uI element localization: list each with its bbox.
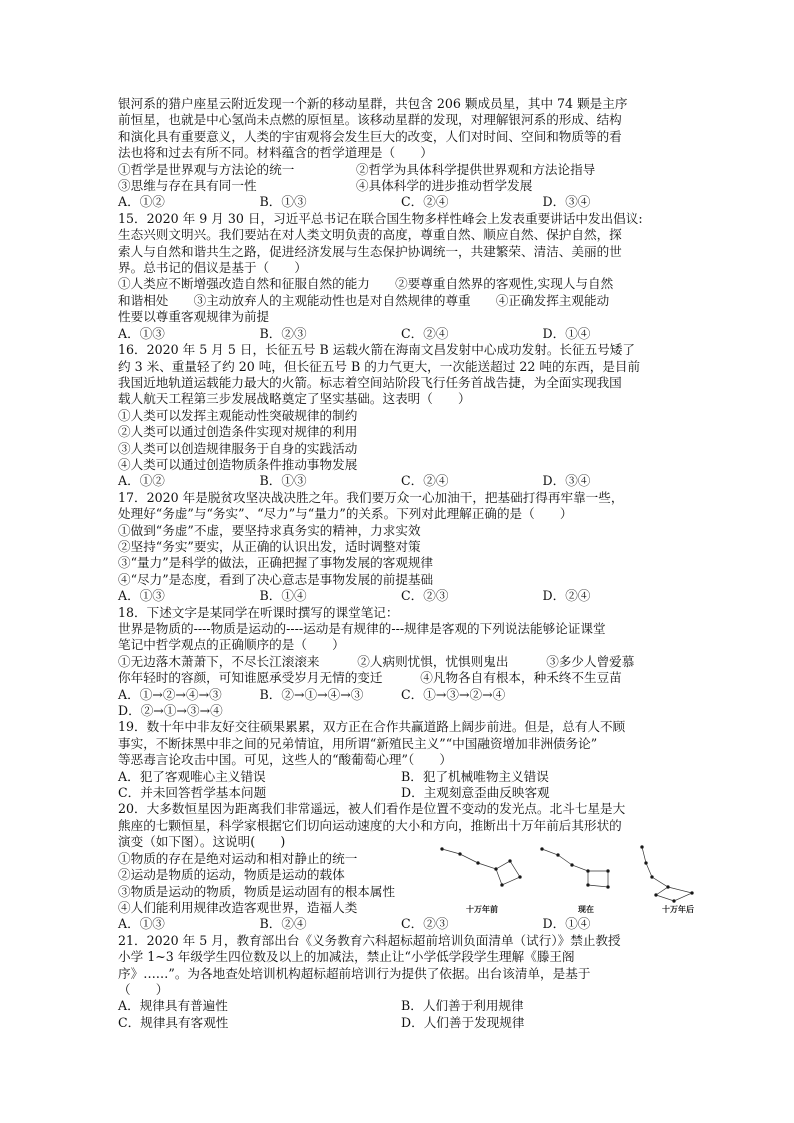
statement-option: ②哲学为具体科学提供世界观和方法论指导 [356,161,596,177]
answer-choice-d[interactable]: D．人们善于发现规律 [401,1014,525,1030]
question-stem-line: 和演化具有重要意义，人类的宇宙观将会发生巨大的改变，人们对时间、空间和物质等的看 [118,128,622,144]
statement-option: ③人类可以创造规律服务于自身的实践活动 [118,440,358,456]
statement-option: ②运动是物质的运动，物质是运动的载体 [118,867,345,883]
answer-choice-a[interactable]: A．①③ [118,588,165,604]
statement-option: ①物质的存在是绝对运动和相对静止的统一 [118,850,358,866]
question-stem-line: 序》……”。为各地查处培训机构超标超前培训行为提供了依据。出台该清单，是基于 [118,965,591,981]
answer-choice-a[interactable]: A．犯了客观唯心主义错误 [118,768,266,784]
answer-choice-d[interactable]: D．①④ [542,325,591,341]
answer-choice-c[interactable]: C．②④ [401,473,449,489]
question-stem-line: 法也将和过去有所不同。材料蕴含的哲学道理是（ ） [118,145,433,161]
question-stem-line: （ ） [118,981,169,997]
question-stem-line: 19．数十年中非友好交往硕果累累，双方正在合作共赢道路上阔步前进。但是，总有人不顾 [118,719,626,735]
question-stem-line: 银河系的猎户座星云附近发现一个新的移动星群，共包含 206 颗成员星，其中 74 颗是主序 [118,96,628,111]
question-stem-line: 世界是物质的----物质是运动的----运动是有规律的---规律是客观的下列说法能够论证课堂 [118,621,606,636]
question-15 [118,211,684,342]
question-stem-line: 15．2020 年 9 月 30 日，习近平总书记在联合国生物多样性峰会上发表重要讲话中发出倡议: [118,210,643,226]
question-20 [118,801,694,932]
answer-choice-b[interactable]: B．②③ [259,325,307,341]
question-stem-line: 事实，不断抹黑中非之间的兄弟情谊，用所谓“新殖民主义”“中国融资增加非洲债务论” [118,735,598,751]
question-16 [118,342,684,490]
dipper-future [641,845,694,902]
question-stem-line: 18．下述文字是某同学在听课时撰写的课堂笔记： [118,604,399,620]
answer-choice-b[interactable]: B．①③ [259,194,307,210]
statement-option: ①无边落木萧萧下，不尽长江滚滚来 ②人病则忧惧，忧惧则鬼出 ③多少人曾爱慕 [118,653,635,669]
answer-choice-b[interactable]: B．①④ [259,588,307,604]
statement-option: ④人们能利用规律改造客观世界，造福人类 [118,899,358,915]
question-stem-line: 载人航天工程第三步发展战略奠定了坚实基础。这表明（ ） [118,391,471,407]
dipper-present [541,847,610,888]
statement-option: ③物质是运动的物质，物质是运动固有的根本属性 [118,883,396,899]
question-stem-line: 17．2020 年是脱贫攻坚决战决胜之年。我们要万众一心加油干，把基础打得再牢靠一些， [118,489,624,505]
statement-option: ①人类可以发挥主观能动性突破规律的制约 [118,407,358,423]
question-stem-line: 笔记中哲学观点的正确顺序的是（ ） [118,637,345,653]
figure-label-present: 现在 [578,903,594,914]
answer-choice-c[interactable]: C．①→③→②→④ [401,686,506,702]
question-stem-line: 21．2020 年 5 月，教育部出台《义务教育六科超标超前培训负面清单（试行）》禁止教授 [118,932,621,948]
question-stem-line: 我国近地轨道运载能力最大的火箭。标志着空间站阶段飞行任务首战告捷，为全面实现我国 [118,374,622,390]
statement-option: ③思维与存在具有同一性 [118,178,257,194]
answer-choice-d[interactable]: D．③④ [542,194,591,210]
statement-option: ②人类可以通过创造条件实现对规律的利用 [118,424,358,440]
statement-option: ④人类可以通过创造物质条件推动事物发展 [118,456,358,472]
question-stem-line: 演变（如下图）。这说明( ) [118,834,286,850]
answer-choice-b[interactable]: B．①③ [259,473,307,489]
statement-option: 性要以尊重客观规律为前提 [118,309,270,325]
figure-label-past: 十万年前 [466,903,498,914]
statement-option: ①做到“务虚”不虚，要坚持求真务实的精神，力求实效 [118,522,421,538]
statement-option: ④“尽力”是态度，看到了决心意志是事物发展的前提基础 [118,571,434,587]
answer-choice-b[interactable]: B．②④ [259,916,307,932]
statement-option: ①哲学是世界观与方法论的统一 [118,161,295,177]
big-dipper-figure [438,851,694,917]
question-stem-line: 生态兴则文明兴。我们要站在对人类文明负责的高度，尊重自然、顺应自然、保护自然，探 [118,227,622,243]
answer-choice-a[interactable]: A．①② [118,473,165,489]
question-19 [118,719,684,801]
question-stem-line: 界。总书记的倡议是基于（ ） [118,260,307,276]
answer-choice-d[interactable]: D．①④ [542,916,591,932]
question-17 [118,490,684,605]
answer-choice-c[interactable]: C．并未回答哲学基本问题 [118,785,267,801]
question-stem-line: 索人与自然和谐共生之路，促进经济发展与生态保护协调统一，共建繁荣、清洁、美丽的世 [118,243,622,259]
exam-page [118,96,694,1031]
question-stem-line: 前恒星，也就是中心氢尚未点燃的原恒星。该移动星群的发现，对理解银河系的形成、结构 [118,112,622,128]
answer-choice-a[interactable]: A．①③ [118,916,165,932]
answer-choice-d[interactable]: D．③④ [542,473,591,489]
answer-choice-c[interactable]: C．②④ [401,325,449,341]
answer-choice-c[interactable]: C．②③ [401,916,449,932]
answer-choice-b[interactable]: B．犯了机械唯物主义错误 [401,768,549,784]
statement-option: ①人类应不断增强改造自然和征服自然的能力 ②要尊重自然界的客观性,实现人与自然 [118,276,614,292]
question-18 [118,605,684,720]
answer-choice-d[interactable]: D．②④ [542,588,591,604]
answer-choice-a[interactable]: A．①③ [118,325,165,341]
answer-choice-c[interactable]: C．②③ [401,588,449,604]
answer-choice-a[interactable]: A．①→②→④→③ [118,686,222,702]
question-14 [118,96,684,211]
figure-label-future: 十万年后 [662,903,694,914]
answer-choice-b[interactable]: B．②→①→④→③ [259,686,364,702]
question-stem-line: 约 3 米、重量轻了约 20 吨，但长征五号 B 的力气更大，一次能送超过 22 吨的东西，是目前 [118,358,641,374]
dipper-past [441,847,522,886]
question-stem-line: 小学 1~3 年级学生四位数及以上的加减法，禁止让“小学低学段学生理解《滕王阁 [118,949,575,965]
statement-option: ②坚持“务实”要实，从正确的认识出发，适时调整对策 [118,538,421,554]
answer-choice-d[interactable]: D．主观刻意歪曲反映客观 [401,785,550,801]
answer-choice-d[interactable]: D．②→①→③→④ [118,703,223,719]
question-stem-line: 20．大多数恒星因为距离我们非常遥远，被人们看作是位置不变动的发光点。北斗七星是大 [118,801,626,817]
statement-option: 你年轻时的容颜，可知谁愿承受岁月无情的变迁 ④凡物各自有根本，种禾终不生豆苗 [118,670,622,686]
statement-option: ④具体科学的进步推动哲学发展 [356,178,533,194]
question-stem-line: 熊座的七颗恒星，科学家根据它们切向运动速度的大小和方向，推断出十万年前后其形状的 [118,817,622,833]
answer-choice-a[interactable]: A．规律具有普遍性 [118,998,228,1014]
question-stem-line: 处理好“务虚”与“务实”、“尽力”与“量力”的关系。下列对此理解正确的是（ ） [118,506,573,522]
answer-choice-b[interactable]: B．人们善于利用规律 [401,998,524,1014]
answer-choice-a[interactable]: A．①② [118,194,165,210]
question-stem-line: 16．2020 年 5 月 5 日，长征五号 B 运载火箭在海南文昌发射中心成功发射。长征五号矮了 [118,342,635,358]
statement-option: ③“量力”是科学的做法，正确把握了事物发展的客观规律 [118,555,434,571]
statement-option: 和谐相处 ③主动放弃人的主观能动性也是对自然规律的尊重 ④正确发挥主观能动 [118,292,610,308]
answer-choice-c[interactable]: C．②④ [401,194,449,210]
question-21 [118,933,684,1031]
answer-choice-c[interactable]: C．规律具有客观性 [118,1014,229,1030]
question-stem-line: 等恶毒言论攻击中国。可见，这些人的“酸葡萄心理”（ ） [118,752,453,768]
